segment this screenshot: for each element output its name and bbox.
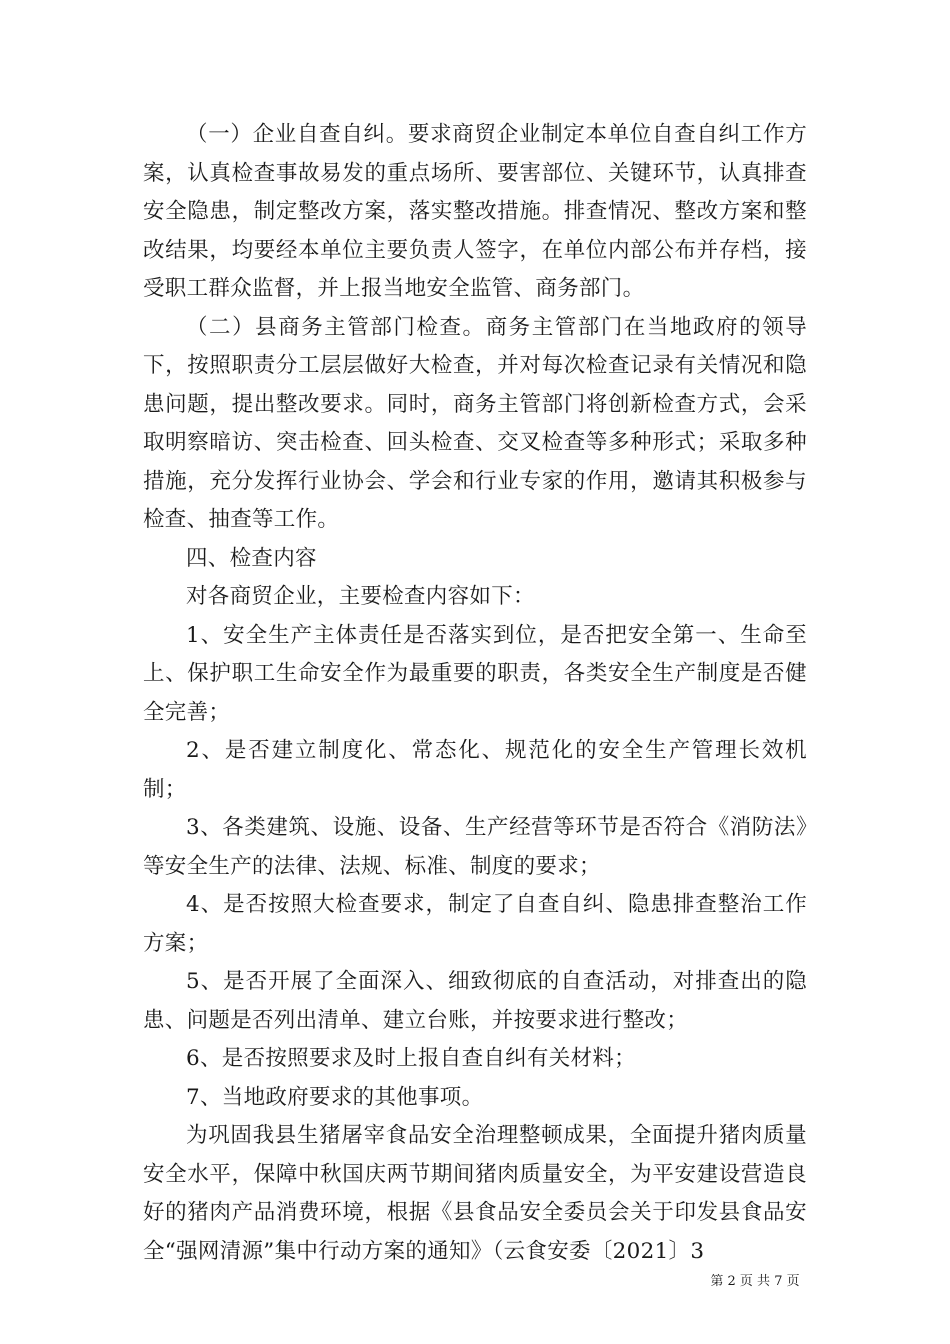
list-item-4: 4、是否按照大检查要求，制定了自查自纠、隐患排查整治工作方案； bbox=[143, 892, 807, 956]
page-number: 第 2 页 共 7 页 bbox=[710, 1274, 800, 1289]
paragraph-commerce-dept-check: （二）县商务主管部门检查。商务主管部门在当地政府的领导下，按照职责分工层层做好大检查，并对每次检查记录有关情况和隐患问题，提出整改要求。同时，商务主管部门将创新检查方式，会采取明察暗访、突击检查、回头检查、交叉检查等多种形式；采取多种措施，充分发挥行业协会、学会和行业专家的作用，邀请其积极参与检查、抽查等工作。 bbox=[143, 314, 807, 532]
paragraph-inspection-intro: 对各商贸企业，主要检查内容如下： bbox=[186, 584, 535, 609]
page-footer bbox=[0, 1274, 950, 1290]
section-heading-inspection-content: 四、检查内容 bbox=[186, 545, 317, 571]
list-item-7: 7、当地政府要求的其他事项。 bbox=[186, 1084, 484, 1110]
document-body bbox=[143, 116, 807, 1271]
paragraph-enterprise-self-check: （一）企业自查自纠。要求商贸企业制定本单位自查自纠工作方案，认真检查事故易发的重点场所、要害部位、关键环节，认真排查安全隐患，制定整改方案，落实整改措施。排查情况、整改方案和整改结果，均要经本单位主要负责人签字，在单位内部公布并存档，接受职工群众监督，并上报当地安全监管、商务部门。 bbox=[143, 122, 807, 301]
paragraph-pork-safety: 为巩固我县生猪屠宰食品安全治理整顿成果，全面提升猪肉质量安全水平，保障中秋国庆两节期间猪肉质量安全，为平安建设营造良好的猪肉产品消费环境，根据《县食品安全委员会关于印发县食品安全“强网清源”集中行动方案的通知》（云食安委〔2021〕3 bbox=[143, 1123, 807, 1264]
list-item-3: 3、各类建筑、设施、设备、生产经营等环节是否符合《消防法》等安全生产的法律、法规、标准、制度的要求； bbox=[143, 815, 807, 879]
list-item-6: 6、是否按照要求及时上报自查自纠有关材料； bbox=[186, 1046, 636, 1071]
list-item-1: 1、安全生产主体责任是否落实到位，是否把安全第一、生命至上、保护职工生命安全作为最重要的职责，各类安全生产制度是否健全完善； bbox=[143, 622, 807, 725]
list-item-2: 2、是否建立制度化、常态化、规范化的安全生产管理长效机制； bbox=[143, 738, 807, 802]
list-item-5: 5、是否开展了全面深入、细致彻底的自查活动，对排查出的隐患、问题是否列出清单、建立台账，并按要求进行整改； bbox=[143, 969, 807, 1033]
